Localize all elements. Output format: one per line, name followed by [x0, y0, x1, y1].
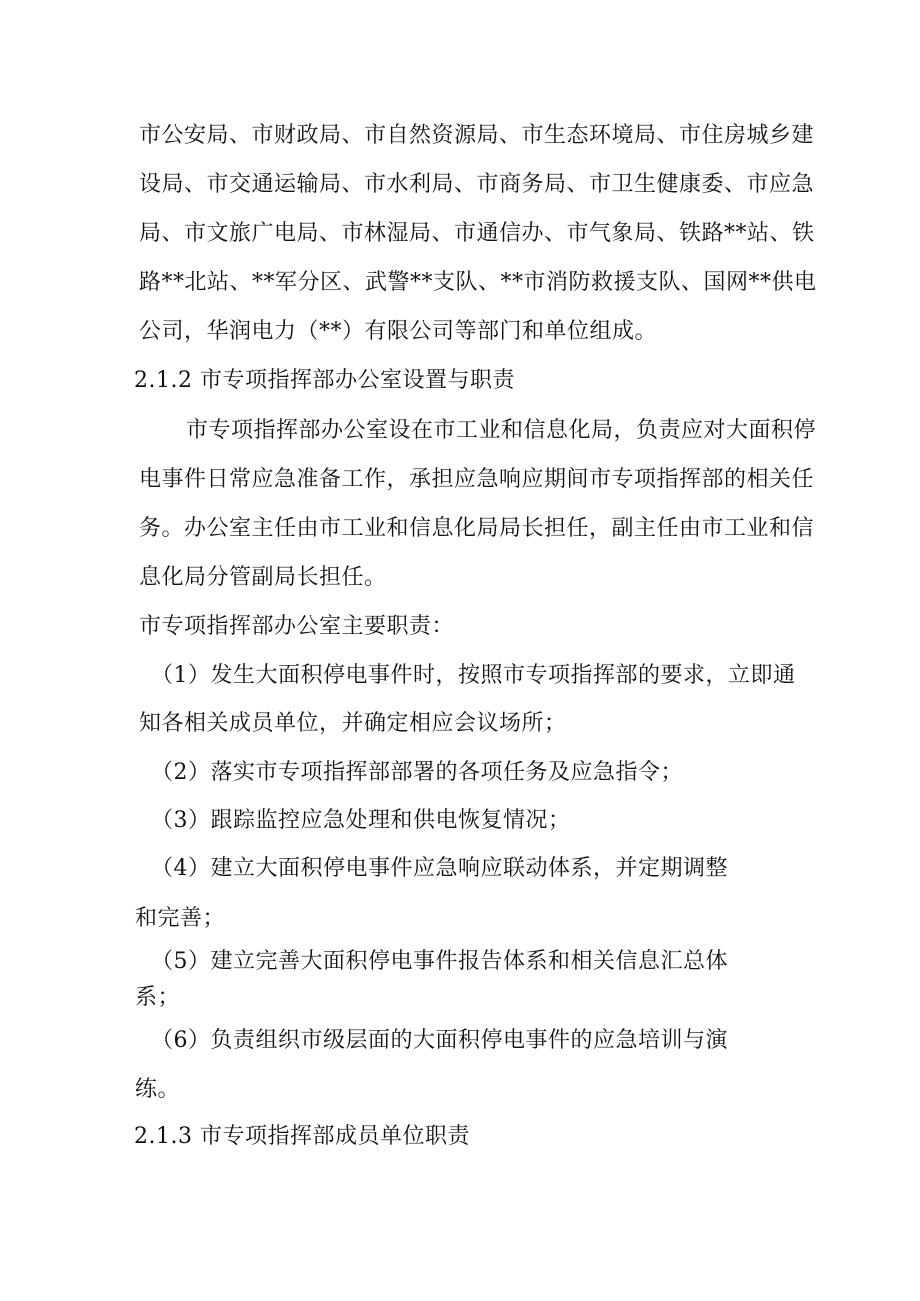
- section-213-heading: 2.1.3 市专项指挥部成员单位职责: [134, 1124, 470, 1149]
- office-intro-line-4: 息化局分管副局长担任。: [139, 565, 387, 590]
- duties-lead: 市专项指挥部办公室主要职责：: [139, 614, 455, 639]
- duty-6-line-1: （6）负责组织市级层面的大面积停电事件的应急培训与演: [151, 1028, 728, 1053]
- members-line-2: 设局、市交通运输局、市水利局、市商务局、市卫生健康委、市应急: [139, 172, 815, 197]
- duty-4-line-2: 和完善；: [135, 906, 226, 931]
- office-intro-line-2: 电事件日常应急准备工作，承担应急响应期间市专项指挥部的相关任: [139, 467, 815, 492]
- members-line-4: 路**北站、**军分区、武警**支队、**市消防救援支队、国网**供电: [139, 270, 817, 295]
- members-line-3: 局、市文旅广电局、市林湿局、市通信办、市气象局、铁路**站、铁: [139, 221, 815, 246]
- duty-6-line-2: 练。: [135, 1077, 181, 1102]
- members-line-5: 公司，华润电力（**）有限公司等部门和单位组成。: [139, 319, 658, 344]
- members-line-1: 市公安局、市财政局、市自然资源局、市生态环境局、市住房城乡建: [139, 123, 815, 148]
- office-intro-line-1: 市专项指挥部办公室设在市工业和信息化局，负责应对大面积停: [186, 418, 817, 443]
- section-212-heading: 2.1.2 市专项指挥部办公室设置与职责: [134, 368, 515, 393]
- duty-5-line-2: 系；: [135, 985, 181, 1010]
- duty-3-line-1: （3）跟踪监控应急处理和供电恢复情况；: [151, 808, 571, 833]
- duty-1-line-1: （1）发生大面积停电事件时，按照市专项指挥部的要求，立即通: [151, 663, 796, 688]
- duty-2-line-1: （2）落实市专项指挥部部署的各项任务及应急指令；: [151, 760, 683, 785]
- office-intro-line-3: 务。办公室主任由市工业和信息化局局长担任，副主任由市工业和信: [139, 516, 815, 541]
- duty-4-line-1: （4）建立大面积停电事件应急响应联动体系，并定期调整: [151, 856, 728, 881]
- duty-1-line-2: 知各相关成员单位，并确定相应会议场所；: [139, 711, 567, 736]
- duty-5-line-1: （5）建立完善大面积停电事件报告体系和相关信息汇总体: [151, 949, 728, 974]
